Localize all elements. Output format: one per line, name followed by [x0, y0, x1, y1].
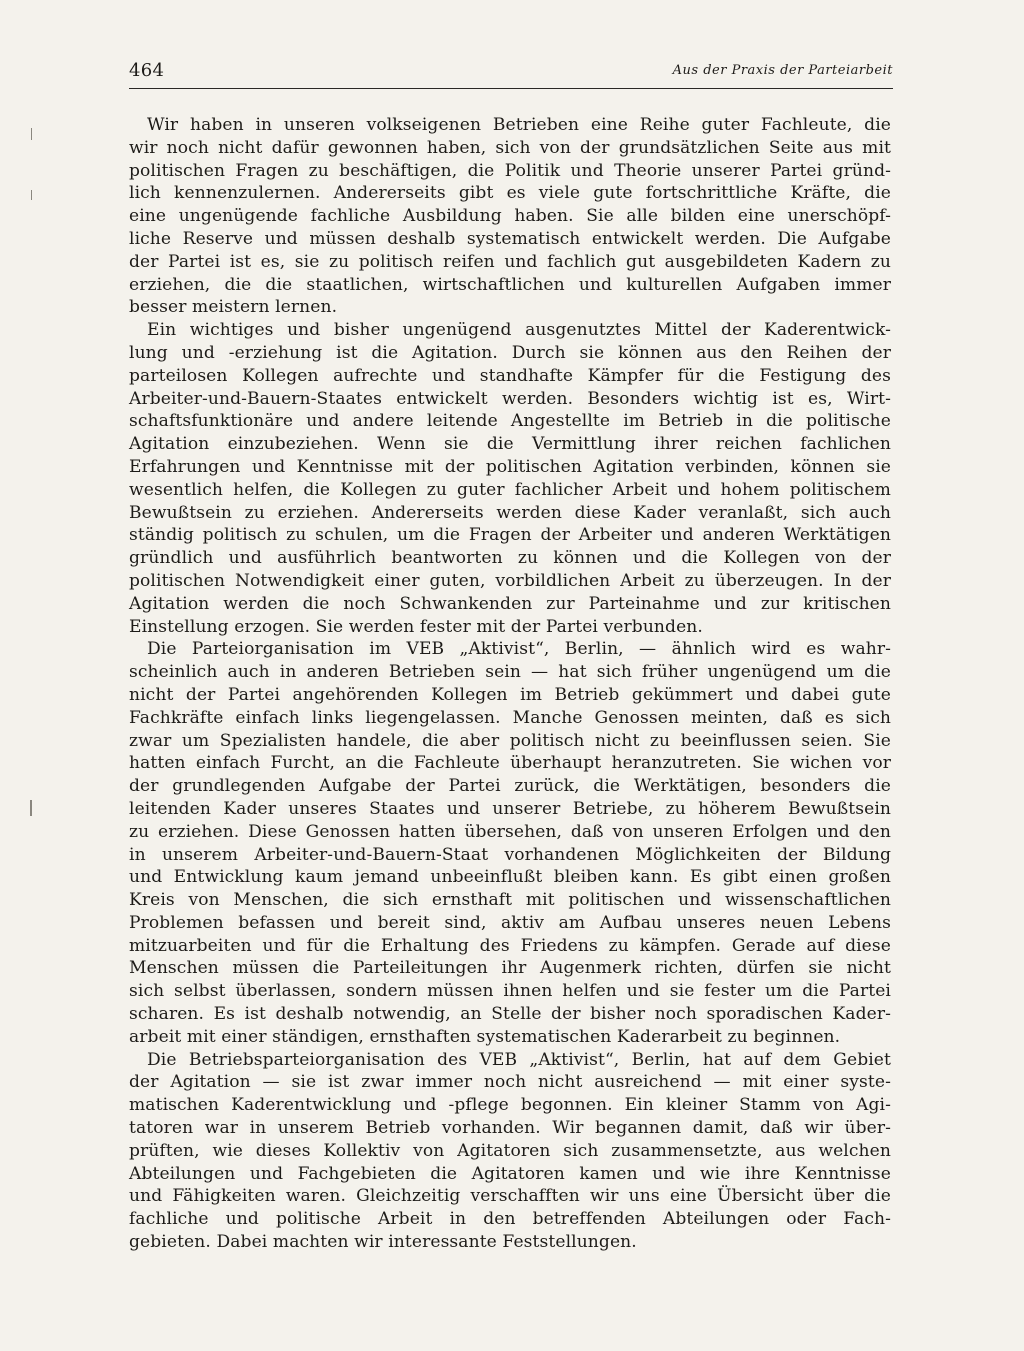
text-line: der Partei ist es, sie zu politisch reifen und fachlich gut ausgebildeten Kadern zu: [129, 251, 891, 272]
text-line: nicht der Partei angehörenden Kollegen im Betrieb gekümmert und dabei gute: [129, 684, 891, 705]
text-line: leitenden Kader unseres Staates und unserer Betriebe, zu höherem Bewußtsein: [129, 798, 891, 819]
margin-mark: [31, 128, 32, 140]
text-line: lich kennenzulernen. Andererseits gibt es viele gute fortschrittliche Kräfte, die: [129, 183, 891, 204]
paragraph: [129, 1049, 891, 1254]
paragraph: [129, 638, 891, 1048]
text-line: Bewußtsein zu erziehen. Andererseits werden diese Kader veranlaßt, sich auch: [129, 502, 891, 523]
text-line: Fachkräfte einfach links liegengelassen. Manche Genossen meinten, daß es sich: [129, 707, 891, 728]
text-line: zwar um Spezialisten handele, die aber politisch nicht zu beeinflussen seien. Sie: [129, 730, 891, 751]
text-line: Die Parteiorganisation im VEB „Aktivist“, Berlin, — ähnlich wird es wahr-: [147, 639, 891, 660]
text-line: Einstellung erzogen. Sie werden fester mit der Partei verbunden.: [129, 616, 703, 637]
text-line: Abteilungen und Fachgebieten die Agitatoren kamen und wie ihre Kenntnisse: [129, 1163, 891, 1184]
running-title: Aus der Praxis der Parteiarbeit: [672, 63, 893, 78]
text-line: sich selbst überlassen, sondern müssen ihnen helfen und sie fester um die Partei: [129, 981, 891, 1002]
text-line: tatoren war in unserem Betrieb vorhanden. Wir begannen damit, daß wir über-: [129, 1118, 891, 1139]
text-line: liche Reserve und müssen deshalb systematisch entwickelt werden. Die Aufgabe: [129, 228, 891, 249]
text-line: und Fähigkeiten waren. Gleichzeitig verschafften wir uns eine Übersicht über die: [129, 1186, 891, 1207]
page-number: 464: [129, 60, 165, 81]
page-header: [129, 58, 893, 89]
text-line: Agitation werden die noch Schwankenden zur Parteinahme und zur kritischen: [129, 593, 891, 614]
text-line: eine ungenügende fachliche Ausbildung haben. Sie alle bilden eine unerschöpf-: [129, 206, 891, 227]
paragraph: [129, 319, 891, 638]
body-text: [129, 114, 891, 1254]
text-line: in unserem Arbeiter-und-Bauern-Staat vorhandenen Möglichkeiten der Bildung: [129, 844, 891, 865]
text-line: Die Betriebsparteiorganisation des VEB „Aktivist“, Berlin, hat auf dem Gebiet: [147, 1049, 891, 1070]
text-line: parteilosen Kollegen aufrechte und standhafte Kämpfer für die Festigung des: [129, 365, 891, 386]
text-line: fachliche und politische Arbeit in den betreffenden Abteilungen oder Fach-: [129, 1209, 891, 1230]
text-line: Problemen befassen und bereit sind, aktiv am Aufbau unseres neuen Lebens: [129, 912, 891, 933]
text-line: scharen. Es ist deshalb notwendig, an Stelle der bisher noch sporadischen Kader-: [129, 1004, 891, 1025]
text-line: der grundlegenden Aufgabe der Partei zurück, die Werktätigen, besonders die: [129, 776, 891, 797]
text-line: ständig politisch zu schulen, um die Fragen der Arbeiter und anderen Werktätigen: [129, 525, 891, 546]
text-line: Agitation einzubeziehen. Wenn sie die Vermittlung ihrer reichen fachlichen: [129, 434, 891, 455]
text-line: matischen Kaderentwicklung und -pflege begonnen. Ein kleiner Stamm von Agi-: [129, 1095, 891, 1116]
text-line: zu erziehen. Diese Genossen hatten übersehen, daß von unseren Erfolgen und den: [129, 821, 891, 842]
text-line: Arbeiter-und-Bauern-Staates entwickelt werden. Besonders wichtig ist es, Wirt-: [129, 388, 891, 409]
margin-mark: [30, 800, 32, 816]
text-line: der Agitation — sie ist zwar immer noch nicht ausreichend — mit einer syste-: [129, 1072, 891, 1093]
text-line: lung und -erziehung ist die Agitation. Durch sie können aus den Reihen der: [129, 342, 891, 363]
margin-mark: [31, 190, 32, 200]
text-line: politischen Notwendigkeit einer guten, vorbildlichen Arbeit zu überzeugen. In der: [129, 570, 891, 591]
text-line: und Entwicklung kaum jemand unbeeinflußt bleiben kann. Es gibt einen großen: [129, 867, 891, 888]
text-line: hatten einfach Furcht, an die Fachleute überhaupt heranzutreten. Sie wichen vor: [129, 753, 891, 774]
text-line: prüften, wie dieses Kollektiv von Agitatoren sich zusammensetzte, aus welchen: [129, 1140, 891, 1161]
paragraph: [129, 114, 891, 319]
text-line: scheinlich auch in anderen Betrieben sein — hat sich früher ungenügend um die: [129, 662, 891, 683]
text-line: gründlich und ausführlich beantworten zu können und die Kollegen von der: [129, 548, 891, 569]
text-line: Kreis von Menschen, die sich ernsthaft mit politischen und wissenschaftlichen: [129, 890, 891, 911]
text-line: wir noch nicht dafür gewonnen haben, sich von der grundsätzlichen Seite aus mit: [129, 137, 891, 158]
text-line: Wir haben in unseren volkseigenen Betrieben eine Reihe guter Fachleute, die: [147, 115, 891, 135]
text-line: erziehen, die die staatlichen, wirtschaftlichen und kulturellen Aufgaben immer: [129, 274, 891, 295]
text-line: besser meistern lernen.: [129, 297, 338, 318]
text-line: schaftsfunktionäre und andere leitende Angestellte im Betrieb in die politische: [129, 411, 891, 432]
text-line: Erfahrungen und Kenntnisse mit der politischen Agitation verbinden, können sie: [129, 456, 891, 477]
text-line: wesentlich helfen, die Kollegen zu guter fachlicher Arbeit und hohem politischem: [129, 479, 891, 500]
text-line: Menschen müssen die Parteileitungen ihr Augenmerk richten, dürfen sie nicht: [129, 958, 891, 979]
text-line: Ein wichtiges und bisher ungenügend ausgenutztes Mittel der Kaderentwick-: [147, 320, 891, 341]
text-line: gebieten. Dabei machten wir interessante Feststellungen.: [129, 1232, 637, 1253]
text-line: politischen Fragen zu beschäftigen, die Politik und Theorie unserer Partei gründ-: [129, 160, 891, 181]
text-line: arbeit mit einer ständigen, ernsthaften systematischen Kaderarbeit zu beginnen.: [129, 1026, 841, 1047]
text-line: mitzuarbeiten und für die Erhaltung des Friedens zu kämpfen. Gerade auf diese: [129, 935, 891, 956]
